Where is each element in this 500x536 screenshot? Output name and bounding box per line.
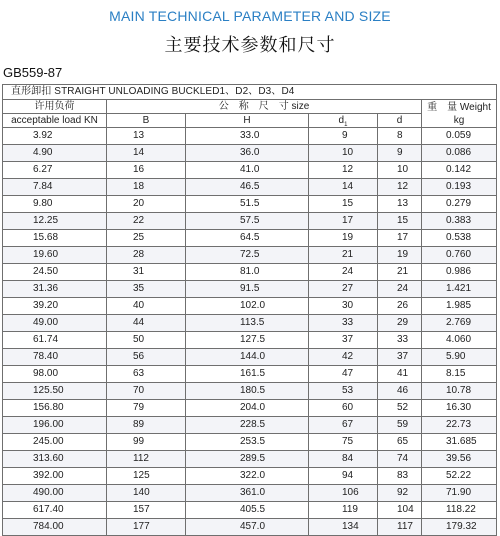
cell-b: 125 [107, 468, 186, 485]
cell-weight: 0.086 [422, 145, 497, 162]
cell-h: 457.0 [186, 519, 309, 536]
cell-weight: 0.059 [422, 128, 497, 145]
cell-d1: 15 [309, 196, 378, 213]
cell-d1: 53 [309, 383, 378, 400]
cell-d1: 37 [309, 332, 378, 349]
cell-d: 104 [378, 502, 422, 519]
cell-h: 41.0 [186, 162, 309, 179]
cell-b: 25 [107, 230, 186, 247]
cell-d: 52 [378, 400, 422, 417]
cell-h: 102.0 [186, 298, 309, 315]
standard-code: GB559-87 [3, 65, 63, 80]
cell-weight: 8.15 [422, 366, 497, 383]
cell-weight: 2.769 [422, 315, 497, 332]
table-row [3, 485, 497, 502]
table-row [3, 349, 497, 366]
cell-load: 61.74 [3, 332, 107, 349]
cell-d1: 60 [309, 400, 378, 417]
cell-b: 70 [107, 383, 186, 400]
cell-load: 125.50 [3, 383, 107, 400]
cell-weight: 0.538 [422, 230, 497, 247]
cell-d1: 30 [309, 298, 378, 315]
cell-weight: 0.279 [422, 196, 497, 213]
header-size-cn: 公 称 尺 寸 [218, 101, 289, 112]
cell-load: 39.20 [3, 298, 107, 315]
table-title-en: STRAIGHT UNLOADING BUCKLED1、D2、D3、D4 [54, 86, 295, 97]
table-row [3, 417, 497, 434]
cell-d1: 17 [309, 213, 378, 230]
cell-b: 44 [107, 315, 186, 332]
cell-b: 140 [107, 485, 186, 502]
cell-d1: 12 [309, 162, 378, 179]
cell-h: 180.5 [186, 383, 309, 400]
cell-b: 79 [107, 400, 186, 417]
table-row [3, 264, 497, 281]
table-row [3, 281, 497, 298]
table-row [3, 230, 497, 247]
table-row [3, 298, 497, 315]
title-chinese: 主要技术参数和尺寸 [164, 35, 336, 56]
cell-h: 322.0 [186, 468, 309, 485]
cell-h: 64.5 [186, 230, 309, 247]
cell-weight: 10.78 [422, 383, 497, 400]
cell-d: 21 [378, 264, 422, 281]
cell-d: 83 [378, 468, 422, 485]
cell-b: 20 [107, 196, 186, 213]
cell-load: 4.90 [3, 145, 107, 162]
cell-weight: 31.685 [422, 434, 497, 451]
table-row [3, 145, 497, 162]
cell-d1: 9 [309, 128, 378, 145]
table-row [3, 315, 497, 332]
cell-b: 28 [107, 247, 186, 264]
cell-d: 29 [378, 315, 422, 332]
cell-b: 18 [107, 179, 186, 196]
table-title-cell [3, 85, 497, 100]
cell-h: 51.5 [186, 196, 309, 213]
cell-weight: 52.22 [422, 468, 497, 485]
header-col-d1-sub: 1 [344, 122, 348, 128]
cell-weight: 5.90 [422, 349, 497, 366]
table-row [3, 196, 497, 213]
cell-h: 91.5 [186, 281, 309, 298]
cell-load: 9.80 [3, 196, 107, 213]
cell-b: 31 [107, 264, 186, 281]
cell-h: 361.0 [186, 485, 309, 502]
cell-d: 37 [378, 349, 422, 366]
cell-b: 89 [107, 417, 186, 434]
cell-d: 9 [378, 145, 422, 162]
cell-b: 99 [107, 434, 186, 451]
cell-load: 617.40 [3, 502, 107, 519]
cell-h: 405.5 [186, 502, 309, 519]
cell-load: 196.00 [3, 417, 107, 434]
cell-weight: 39.56 [422, 451, 497, 468]
header-col-d: d [378, 114, 422, 128]
cell-h: 46.5 [186, 179, 309, 196]
header-load-cn-text: 许用负荷 [34, 101, 75, 112]
cell-h: 289.5 [186, 451, 309, 468]
header-weight-en: Weight [459, 101, 491, 113]
table-row [3, 128, 497, 145]
cell-d1: 33 [309, 315, 378, 332]
cell-d1: 94 [309, 468, 378, 485]
cell-d: 65 [378, 434, 422, 451]
cell-load: 245.00 [3, 434, 107, 451]
header-row-1 [3, 100, 497, 114]
cell-d1: 119 [309, 502, 378, 519]
cell-b: 14 [107, 145, 186, 162]
table-title-cn: 直形卸扣 [11, 86, 52, 97]
cell-d: 15 [378, 213, 422, 230]
cell-d: 13 [378, 196, 422, 213]
table-row [3, 247, 497, 264]
cell-b: 40 [107, 298, 186, 315]
cell-d: 33 [378, 332, 422, 349]
cell-d1: 106 [309, 485, 378, 502]
table-row [3, 162, 497, 179]
cell-h: 113.5 [186, 315, 309, 332]
cell-d1: 134 [309, 519, 378, 536]
cell-b: 177 [107, 519, 186, 536]
header-load-cn [3, 100, 107, 114]
cell-weight: 0.760 [422, 247, 497, 264]
cell-weight: 4.060 [422, 332, 497, 349]
cell-d1: 47 [309, 366, 378, 383]
header-weight-cn: 重 量 [427, 101, 458, 113]
cell-d: 19 [378, 247, 422, 264]
table-row [3, 383, 497, 400]
cell-weight: 1.985 [422, 298, 497, 315]
cell-h: 57.5 [186, 213, 309, 230]
table-row [3, 502, 497, 519]
title-english: MAIN TECHNICAL PARAMETER AND SIZE [109, 8, 391, 24]
cell-d: 24 [378, 281, 422, 298]
table-row [3, 179, 497, 196]
cell-d: 12 [378, 179, 422, 196]
cell-b: 16 [107, 162, 186, 179]
cell-d: 74 [378, 451, 422, 468]
cell-load: 78.40 [3, 349, 107, 366]
cell-weight: 16.30 [422, 400, 497, 417]
cell-d1: 19 [309, 230, 378, 247]
header-size [107, 100, 422, 114]
table-row [3, 332, 497, 349]
cell-h: 204.0 [186, 400, 309, 417]
cell-b: 63 [107, 366, 186, 383]
cell-weight: 71.90 [422, 485, 497, 502]
cell-d: 117 [378, 519, 422, 536]
spec-table [2, 84, 497, 536]
cell-load: 156.80 [3, 400, 107, 417]
header-weight [422, 100, 497, 128]
cell-d: 17 [378, 230, 422, 247]
table-row [3, 519, 497, 536]
cell-load: 19.60 [3, 247, 107, 264]
header-size-en: size [291, 101, 310, 112]
cell-weight: 22.73 [422, 417, 497, 434]
cell-d1: 14 [309, 179, 378, 196]
cell-load: 12.25 [3, 213, 107, 230]
cell-b: 157 [107, 502, 186, 519]
cell-d: 59 [378, 417, 422, 434]
cell-load: 15.68 [3, 230, 107, 247]
cell-load: 6.27 [3, 162, 107, 179]
header-col-d1 [309, 114, 378, 128]
cell-load: 31.36 [3, 281, 107, 298]
cell-d: 8 [378, 128, 422, 145]
cell-weight: 118.22 [422, 502, 497, 519]
cell-load: 490.00 [3, 485, 107, 502]
cell-d1: 24 [309, 264, 378, 281]
cell-h: 127.5 [186, 332, 309, 349]
cell-weight: 0.383 [422, 213, 497, 230]
cell-d1: 42 [309, 349, 378, 366]
cell-h: 33.0 [186, 128, 309, 145]
cell-h: 36.0 [186, 145, 309, 162]
header-col-h: H [186, 114, 309, 128]
header-col-b: B [107, 114, 186, 128]
cell-weight: 0.986 [422, 264, 497, 281]
cell-h: 72.5 [186, 247, 309, 264]
header-col-d1-base: d [338, 115, 345, 126]
table-row [3, 366, 497, 383]
table-row [3, 400, 497, 417]
cell-weight: 0.142 [422, 162, 497, 179]
cell-b: 56 [107, 349, 186, 366]
cell-load: 49.00 [3, 315, 107, 332]
cell-d: 26 [378, 298, 422, 315]
cell-b: 50 [107, 332, 186, 349]
cell-d: 46 [378, 383, 422, 400]
cell-load: 98.00 [3, 366, 107, 383]
cell-d: 10 [378, 162, 422, 179]
cell-load: 313.60 [3, 451, 107, 468]
cell-d1: 75 [309, 434, 378, 451]
cell-weight: 179.32 [422, 519, 497, 536]
cell-load: 392.00 [3, 468, 107, 485]
table-row [3, 451, 497, 468]
cell-h: 228.5 [186, 417, 309, 434]
cell-b: 13 [107, 128, 186, 145]
cell-d1: 67 [309, 417, 378, 434]
cell-h: 144.0 [186, 349, 309, 366]
header-load-en: acceptable load KN [3, 114, 107, 128]
cell-d: 41 [378, 366, 422, 383]
cell-h: 161.5 [186, 366, 309, 383]
cell-load: 24.50 [3, 264, 107, 281]
table-row [3, 434, 497, 451]
table-row [3, 468, 497, 485]
cell-d1: 10 [309, 145, 378, 162]
cell-b: 22 [107, 213, 186, 230]
cell-load: 784.00 [3, 519, 107, 536]
table-title-row [3, 85, 497, 100]
cell-b: 112 [107, 451, 186, 468]
cell-d1: 84 [309, 451, 378, 468]
cell-d1: 21 [309, 247, 378, 264]
cell-load: 3.92 [3, 128, 107, 145]
cell-h: 81.0 [186, 264, 309, 281]
cell-load: 7.84 [3, 179, 107, 196]
cell-b: 35 [107, 281, 186, 298]
table-row [3, 213, 497, 230]
cell-weight: 1.421 [422, 281, 497, 298]
header-weight-unit: kg [453, 114, 465, 126]
cell-h: 253.5 [186, 434, 309, 451]
cell-d1: 27 [309, 281, 378, 298]
cell-weight: 0.193 [422, 179, 497, 196]
cell-d: 92 [378, 485, 422, 502]
